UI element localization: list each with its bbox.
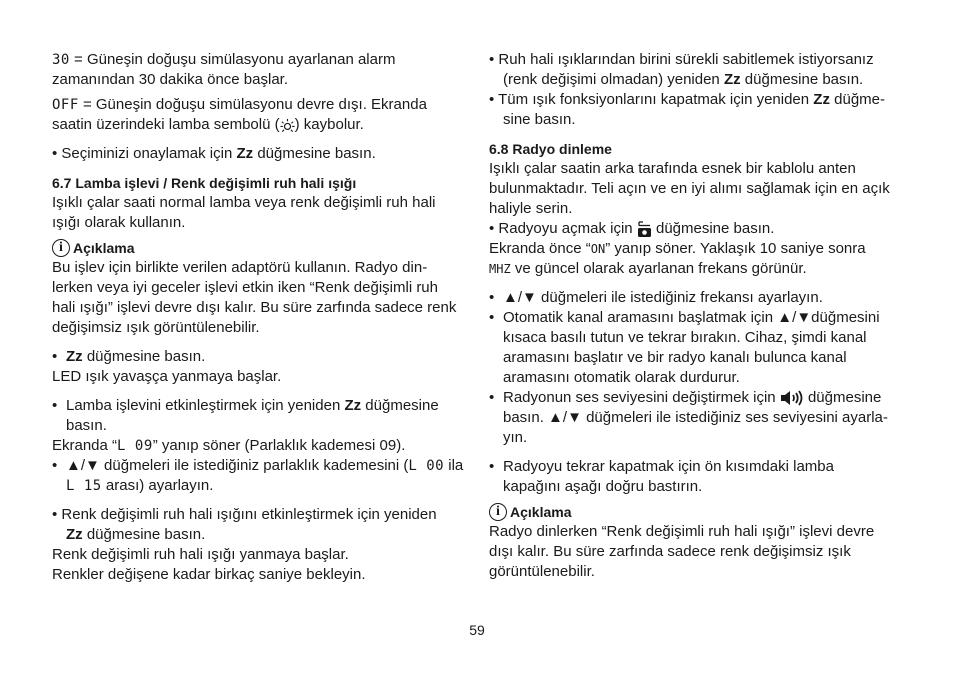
note-heading: i Açıklama [489, 502, 901, 522]
bullet-item: • ▲/▼ düğmeleri ile istediğiniz frekansı ayarlayın. [489, 289, 823, 306]
text-line: haliyle serin. [489, 200, 573, 217]
lcd-off: OFF [52, 97, 79, 113]
right-column [489, 50, 901, 582]
text-line: zamanından 30 dakika önce başlar. [52, 71, 288, 88]
down-arrow-icon: ▼ [85, 457, 100, 474]
up-arrow-icon: ▲ [548, 409, 563, 426]
note-line: lerken veya iyi geceler işlevi etkin iken “Renk değişimli ruh [52, 279, 438, 296]
bullet-item: • Radyoyu tekrar kapatmak için ön kısımdaki lamba kapağını aşağı doğru bastırın. [489, 458, 834, 495]
left-column [52, 50, 464, 585]
bullet-item: • Otomatik kanal aramasını başlatmak için ▲/▼düğmesini kısaca basılı tutun ve tekrar bırakın. Cihaz, şimdi kanal aramasını başlatır ve bir radyo kanalı bulunca kanal aramasını otomatik olarak durdurur. [489, 309, 880, 386]
text-line: Işıklı çalar saatin arka tarafında esnek bir kablolu anten [489, 160, 856, 177]
display-line: Ekranda “L 09” yanıp söner (Parlaklık kademesi 09). [52, 437, 406, 454]
text-line: Işıklı çalar saati normal lamba veya renk değişimli ruh hali [52, 194, 436, 211]
heading-6-7: 6.7 Lamba işlevi / Renk değişimli ruh hali ışığı [52, 175, 357, 191]
text-line: (renk değişimi olmadan) yeniden Zz düğmesine basın. [503, 71, 864, 88]
lcd-on: ON [590, 242, 606, 256]
up-arrow-icon: ▲ [777, 309, 793, 326]
lamp-sun-icon [280, 118, 295, 133]
bullet-item: • ▲/▼ düğmeleri ile istediğiniz parlaklık kademesini (L 00 ila L 15 arası) ayarlayın. [52, 457, 464, 494]
note-line: dışı kalır. Bu süre zarfında sadece renk değişimsiz ışık [489, 543, 851, 560]
text-line: sine basın. [503, 111, 576, 128]
radio-on-line: • Radyoyu açmak için düğmesine basın. [489, 220, 775, 237]
line-30: 30 = Güneşin doğuşu simülasyonu ayarlanan alarm [52, 51, 396, 68]
up-arrow-icon: ▲ [503, 289, 518, 306]
zz-label: Zz [723, 71, 741, 88]
lcd-l00: L 00 [408, 458, 445, 474]
note-line: Radyo dinlerken “Renk değişimli ruh hali ışığı” işlevi devre [489, 523, 875, 540]
bullet-line: • Tüm ışık fonksiyonlarını kapatmak için yeniden Zz düğme- [489, 91, 885, 108]
down-arrow-icon: ▼ [522, 289, 537, 306]
bullet-line: • Ruh hali ışıklarından birini sürekli sabitlemek istiyorsanız [489, 51, 874, 68]
text-line: Renkler değişene kadar birkaç saniye bekleyin. [52, 566, 366, 583]
speaker-volume-icon [780, 390, 804, 406]
line-lamp-symbol: saatin üzerindeki lamba sembolü ( ) kaybolur. [52, 116, 364, 133]
note-line: hali ışığı” işlevi devre dışı kalır. Bu süre zarfında sadece renk [52, 299, 457, 316]
zz-label: Zz [344, 397, 362, 414]
heading-6-8: 6.8 Radyo dinleme [489, 141, 612, 157]
page-number: 59 [469, 622, 485, 638]
note-heading: i Açıklama [52, 238, 464, 258]
zz-label: Zz [813, 91, 830, 108]
info-icon: i [489, 503, 507, 521]
display-line: MHZ ve güncel olarak ayarlanan frekans görünür. [489, 260, 807, 277]
zz-label: Zz [66, 526, 83, 543]
info-icon: i [52, 239, 70, 257]
lcd-l09: L 09 [117, 438, 153, 454]
zz-label: Zz [236, 145, 254, 162]
bullet-item: • Lamba işlevini etkinleştirmek için yeniden Zz düğmesine basın. [52, 397, 439, 434]
lcd-l15: L 15 [66, 478, 102, 494]
bullet-item: • Radyonun ses seviyesini değiştirmek için düğmesine basın. ▲/▼ düğmeleri ile istediğiniz ses seviyesini ayarla- yın. [489, 389, 888, 446]
text-line: Renk değişimli ruh hali ışığı yanmaya başlar. [52, 546, 349, 563]
note-line: değişimsiz ışık görüntülenebilir. [52, 319, 260, 336]
lcd-mhz: MHZ [489, 262, 511, 276]
bullet-item: • Zz düğmesine basın. [52, 348, 206, 365]
text-line: ışığı olarak kullanın. [52, 214, 186, 231]
bullet-item: • Renk değişimli ruh hali ışığını etkinleştirmek için yeniden Zz düğmesine basın. [52, 506, 437, 543]
confirm-line: • Seçiminizi onaylamak için Zz düğmesine basın. [52, 145, 376, 162]
note-line: görüntülenebilir. [489, 563, 595, 580]
note-line: Bu işlev için birlikte verilen adaptörü kullanın. Radyo din- [52, 259, 428, 276]
zz-label: Zz [66, 348, 83, 365]
down-arrow-icon: ▼ [796, 309, 812, 326]
up-arrow-icon: ▲ [66, 457, 81, 474]
radio-icon [637, 220, 652, 238]
lcd-30: 30 [52, 52, 70, 68]
display-line: Ekranda önce “ON” yanıp söner. Yaklaşık 10 saniye sonra [489, 240, 866, 257]
text-line: bulunmaktadır. Teli açın ve en iyi alımı sağlamak için en açık [489, 180, 890, 197]
line-off: OFF = Güneşin doğuşu simülasyonu devre dışı. Ekranda [52, 96, 427, 113]
text-line: LED ışık yavaşça yanmaya başlar. [52, 368, 282, 385]
down-arrow-icon: ▼ [567, 409, 582, 426]
